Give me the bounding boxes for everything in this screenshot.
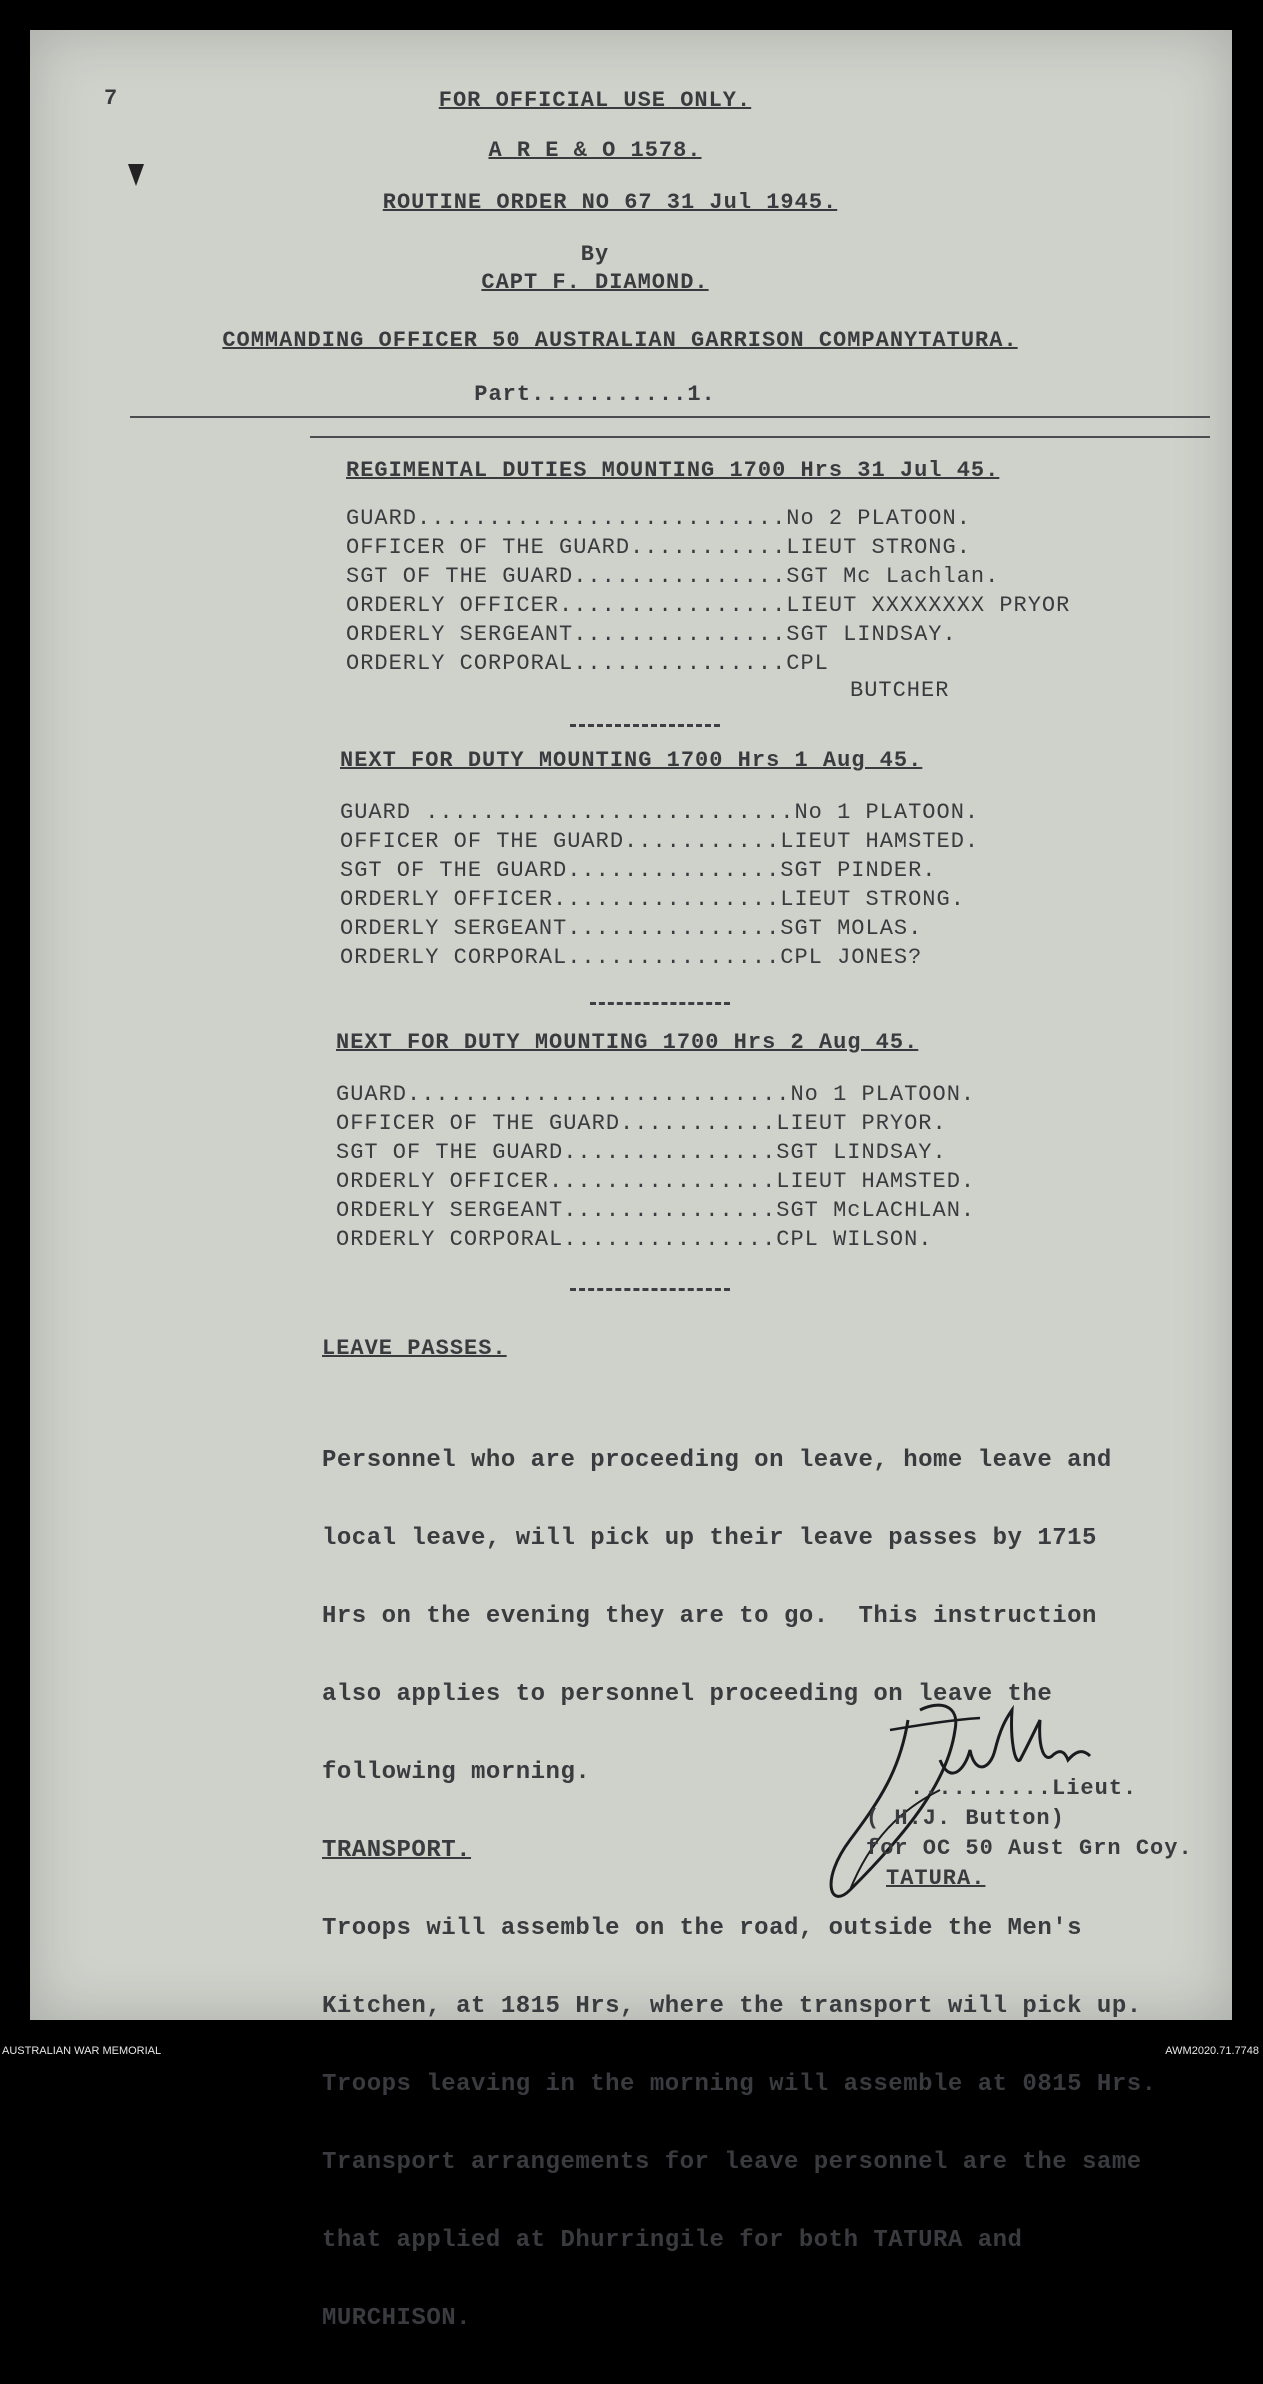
archive-reference: AWM2020.71.7748	[1165, 2045, 1259, 2057]
signature-dots-rank: ..........Lieut.	[910, 1776, 1138, 1801]
section-3-duty-list	[336, 1080, 975, 1254]
duty-row: SGT OF THE GUARD............... SGT Mc Lachlan.	[346, 564, 1000, 589]
paragraph-line: local leave, will pick up their leave passes by 1715	[322, 1525, 1097, 1552]
header-divider-lower	[310, 436, 1210, 438]
classification-heading: FOR OFFICIAL USE ONLY.	[438, 88, 752, 113]
paragraph-line: that applied at Dhurringile for both TATURA and	[322, 2227, 1023, 2254]
paragraph-line: Transport arrangements for leave personnel are the same	[322, 2149, 1142, 2176]
section-1-title: REGIMENTAL DUTIES MOUNTING 1700 Hrs 31 Jul 45.	[346, 458, 1000, 483]
duty-row: ORDERLY OFFICER................ LIEUT XXXXXXXX PRYOR	[346, 593, 1071, 618]
paragraph-line: also applies to personnel proceeding on leave the	[322, 1681, 1053, 1708]
section-3-title: NEXT FOR DUTY MOUNTING 1700 Hrs 2 Aug 45.	[336, 1030, 919, 1055]
section-1-extra-name: BUTCHER	[850, 678, 950, 703]
duty-row: ORDERLY CORPORAL............... CPL WILSON.	[336, 1227, 933, 1252]
section-2-title: NEXT FOR DUTY MOUNTING 1700 Hrs 1 Aug 45.	[340, 748, 923, 773]
unit-heading: COMMANDING OFFICER 50 AUSTRALIAN GARRISON COMPANYTATURA.	[222, 328, 1018, 353]
officer-name: CAPT F. DIAMOND.	[481, 270, 709, 295]
paragraph-line: MURCHISON.	[322, 2305, 472, 2332]
by-line: By	[580, 242, 610, 267]
duty-row: OFFICER OF THE GUARD........... LIEUT PRYOR.	[336, 1111, 947, 1136]
section-3-divider	[570, 1288, 730, 1294]
duty-row: ORDERLY SERGEANT............... SGT McLACHLAN.	[336, 1198, 976, 1223]
header-divider-upper	[130, 416, 1210, 418]
paragraph-line: Troops leaving in the morning will assemble at 0815 Hrs.	[322, 2071, 1157, 2098]
duty-row: SGT OF THE GUARD............... SGT LINDSAY.	[336, 1140, 947, 1165]
paragraph-line: Hrs on the evening they are to go. This instruction	[322, 1603, 1097, 1630]
duty-row: ORDERLY SERGEANT............... SGT MOLAS.	[340, 916, 923, 941]
part-line: Part...........1.	[474, 382, 716, 407]
duty-row: ORDERLY CORPORAL............... CPL	[346, 651, 829, 676]
paragraph-line: following morning.	[322, 1759, 591, 1786]
margin-page-mark: 7	[104, 86, 118, 111]
duty-row: OFFICER OF THE GUARD........... LIEUT STRONG.	[346, 535, 971, 560]
reference-heading: A R E & O 1578.	[488, 138, 702, 163]
archive-credit: AUSTRALIAN WAR MEMORIAL	[2, 2045, 162, 2057]
signatory-appointment: for OC 50 Aust Grn Coy.	[866, 1836, 1193, 1861]
duty-row: GUARD........................... No 1 PLATOON.	[336, 1082, 976, 1107]
duty-row: SGT OF THE GUARD............... SGT PINDER.	[340, 858, 937, 883]
transport-heading: TRANSPORT.	[322, 1837, 472, 1864]
paragraph-line: Personnel who are proceeding on leave, home leave and	[322, 1447, 1112, 1474]
signatory-place: TATURA.	[886, 1866, 986, 1891]
duty-row: GUARD.......................... No 2 PLATOON.	[346, 506, 971, 531]
paragraph-line: Kitchen, at 1815 Hrs, where the transport will pick up.	[322, 1993, 1142, 2020]
duty-row: ORDERLY OFFICER................ LIEUT STRONG.	[340, 887, 965, 912]
signatory-name: ( H.J. Button)	[866, 1806, 1065, 1831]
duty-row: ORDERLY SERGEANT............... SGT LINDSAY.	[346, 622, 957, 647]
duty-row: OFFICER OF THE GUARD........... LIEUT HAMSTED.	[340, 829, 980, 854]
duty-row: GUARD .......................... No 1 PLATOON.	[340, 800, 980, 825]
section-2-divider	[590, 1002, 730, 1008]
section-2-duty-list	[340, 798, 979, 972]
duty-row: ORDERLY CORPORAL............... CPL JONES?	[340, 945, 923, 970]
leave-passes-heading: LEAVE PASSES.	[322, 1336, 507, 1361]
section-1-divider	[570, 724, 720, 730]
section-1-duty-list	[346, 504, 1070, 678]
punch-hole-mark	[128, 164, 144, 186]
paragraph-line: Troops will assemble on the road, outside the Men's	[322, 1915, 1083, 1942]
duty-row: ORDERLY OFFICER................ LIEUT HAMSTED.	[336, 1169, 976, 1194]
routine-order-heading: ROUTINE ORDER NO 67 31 Jul 1945.	[382, 190, 838, 215]
